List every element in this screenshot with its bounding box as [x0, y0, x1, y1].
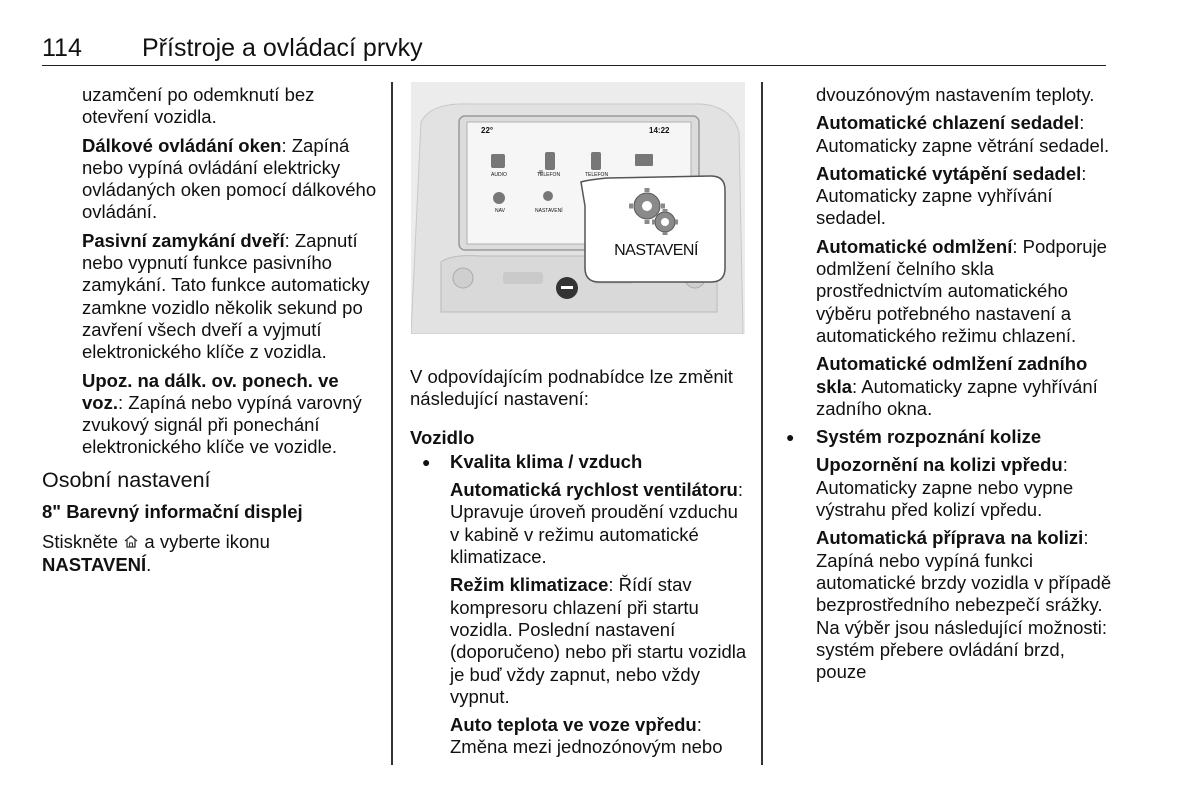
page-header	[42, 30, 1106, 66]
column-right	[786, 84, 1116, 689]
paragraph: Dálkové ovládání oken: Zapíná nebo vypíná ovládání elektricky ovládaných oken pomocí dálkového ovládání.	[82, 134, 377, 223]
app-label: NASTAVENÍ	[535, 208, 563, 214]
paragraph: Upozornění na kolizi vpředu: Automaticky zapne nebo vypne výstrahu před kolizí vpředu.	[816, 454, 1074, 521]
setting-name: Dálkové ovládání oken	[82, 134, 282, 156]
screen-temperature: 22°	[481, 126, 494, 135]
setting-name: Pasivní zamykání dveří	[82, 229, 285, 251]
paragraph: Automatické odmlžení: Podporuje odmlžení čelního skla prostřednictvím automatického výběru potřebného nastavení a automatického režimu chlazení.	[816, 235, 1107, 346]
setting-name: Automatické odmlžení	[816, 235, 1013, 257]
subheading: Vozidlo	[410, 426, 475, 448]
paragraph: Automatické vytápění sedadel: Automaticky zapne vyhřívání sedadel.	[816, 162, 1087, 229]
setting-name: Upoz. na dálk. ov. ponech. ve voz.	[82, 369, 339, 413]
paragraph: V odpovídajícím podnabídce lze změnit následující nastavení:	[410, 366, 733, 410]
paragraph: Automatická příprava na kolizi: Zapíná nebo vypíná funkci automatické brzdy vozidla v případě bezprostředního nebezpečí srážky. Na výběr jsou následující možnosti: systém přebere ovládání brzd, pouze	[816, 527, 1112, 683]
callout-label: NASTAVENÍ	[614, 242, 698, 259]
page-title: Přístroje a ovládací prvky	[142, 34, 423, 62]
paragraph: dvouzónovým nastavením teploty.	[816, 84, 1095, 105]
paragraph: uzamčení po odemknutí bez otevření vozidla.	[82, 84, 315, 128]
column-middle	[410, 366, 750, 765]
bullet-item: ● Systém rozpoznání kolize	[786, 426, 1116, 448]
bullet-item: ● Kvalita klima / vzduch	[410, 451, 750, 473]
setting-name: Režim klimatizace	[450, 574, 609, 596]
setting-name: Automatické chlazení sedadel	[816, 112, 1080, 134]
paragraph: Stiskněte a vyberte ikonu NASTAVENÍ.	[42, 531, 270, 575]
paragraph: Pasivní zamykání dveří: Zapnutí nebo vypnutí funkce pasivního zamykání. Tato funkce automaticky zamkne vozidlo několik sekund po zavření všech dveří a vyjmutí elektronického klíče z vozidla.	[82, 229, 370, 363]
column-divider	[761, 82, 763, 765]
app-label: TELEFON	[585, 172, 609, 178]
app-label: TELEFON	[537, 172, 561, 178]
screen-time: 14:22	[649, 126, 670, 135]
setting-name: Automatická rychlost ventilátoru	[450, 479, 738, 501]
home-icon	[123, 531, 139, 552]
page-number: 114	[42, 34, 82, 62]
paragraph: Auto teplota ve voze vpředu: Změna mezi jednozónovým nebo	[450, 714, 723, 758]
subheading: 8" Barevný informační displej	[42, 501, 303, 523]
infotainment-screen-figure	[411, 82, 745, 334]
column-divider	[391, 82, 393, 765]
app-label: AUDIO	[491, 172, 507, 178]
setting-name: Automatické odmlžení zadního skla	[816, 353, 1088, 397]
setting-name: Auto teplota ve voze vpředu	[450, 714, 697, 736]
setting-name: Automatické vytápění sedadel	[816, 162, 1082, 184]
column-left	[42, 84, 377, 582]
paragraph: Automatické chlazení sedadel: Automaticky zapne větrání sedadel.	[816, 112, 1110, 156]
section-heading: Osobní nastavení	[42, 467, 211, 492]
paragraph: Režim klimatizace: Řídí stav kompresoru chlazení při startu vozidla. Poslední nastavení (doporučeno) nebo při startu vozidla je buď vždy zapnut, nebo vždy vypnut.	[450, 574, 747, 707]
paragraph: Automatické odmlžení zadního skla: Automaticky zapne vyhřívání zadního okna.	[816, 353, 1098, 419]
setting-name: Automatická příprava na kolizi	[816, 527, 1084, 549]
app-label: NAV	[495, 208, 505, 214]
paragraph: Upoz. na dálk. ov. ponech. ve voz.: Zapíná nebo vypíná varovný zvukový signál při ponechání elektronického klíče ve vozidle.	[82, 369, 362, 458]
paragraph: Automatická rychlost ventilátoru: Upravuje úroveň proudění vzduchu v kabině v režimu automatické klimatizace.	[450, 479, 743, 568]
setting-name: Upozornění na kolizi vpředu	[816, 454, 1063, 476]
